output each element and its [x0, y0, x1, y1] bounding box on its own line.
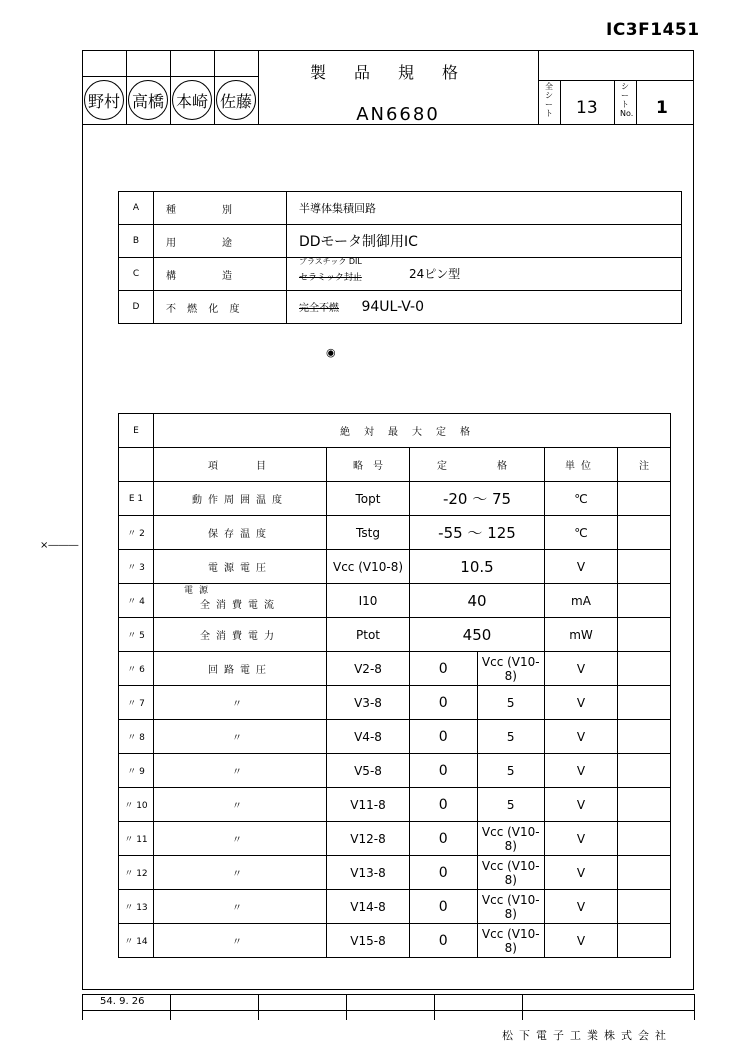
row-note: [618, 482, 671, 516]
row-value: DDモータ制御用IC: [287, 225, 682, 258]
table-row: [119, 890, 671, 924]
column-header-unit: 単位: [545, 448, 618, 482]
row-item: 〃: [154, 754, 327, 788]
row-rating-min: 0: [410, 856, 478, 890]
table-row: [119, 192, 682, 225]
row-note: [618, 686, 671, 720]
section-header-row: [119, 414, 671, 448]
row-rating-max: Vcc (V10-8): [477, 652, 545, 686]
flammability-value: 94UL-V-0: [361, 299, 425, 315]
row-rating-max: 5: [477, 720, 545, 754]
row-item: 〃: [154, 822, 327, 856]
row-value: [287, 258, 682, 291]
row-rating-min: 0: [410, 788, 478, 822]
row-note: [618, 652, 671, 686]
column-header-note: 注: [618, 448, 671, 482]
table-row: [119, 584, 671, 618]
row-rating-max: Vcc (V10-8): [477, 822, 545, 856]
issue-date: 54. 9. 26: [100, 996, 145, 1007]
row-item: 動作周囲温度: [154, 482, 327, 516]
side-margin-mark: ×―――: [40, 540, 79, 551]
row-item: 〃: [154, 856, 327, 890]
row-item: 保存温度: [154, 516, 327, 550]
general-spec-table: [118, 191, 682, 324]
table-row: [119, 618, 671, 652]
row-rating-max: 5: [477, 788, 545, 822]
row-label: 種 別: [154, 192, 287, 225]
row-unit: ℃: [545, 482, 618, 516]
row-label: 不 燃 化 度: [154, 291, 287, 324]
table-row: [119, 652, 671, 686]
row-rating-min: 0: [410, 890, 478, 924]
column-header-symbol: 略 号: [327, 448, 410, 482]
row-number: 〃 4: [119, 584, 154, 618]
row-letter: B: [119, 225, 154, 258]
document-title: 製品規格: [309, 63, 486, 82]
section-title: 絶対最大定格: [154, 414, 671, 448]
column-header-item: 項 目: [154, 448, 327, 482]
row-unit: V: [545, 822, 618, 856]
table-row: [119, 550, 671, 584]
column-header-rating: 定 格: [410, 448, 545, 482]
row-note: [618, 618, 671, 652]
row-item: 回路電圧: [154, 652, 327, 686]
row-rating-min: 0: [410, 822, 478, 856]
table-row: [119, 258, 682, 291]
section-letter: E: [119, 414, 154, 448]
row-symbol: Vcc (V10-8): [327, 550, 410, 584]
row-symbol: V4-8: [327, 720, 410, 754]
row-rating-min: 0: [410, 652, 478, 686]
sheet-no-label: シートNo.: [620, 82, 634, 118]
row-rating: 10.5: [410, 550, 545, 584]
row-note: [618, 788, 671, 822]
row-note: [618, 516, 671, 550]
row-unit: V: [545, 754, 618, 788]
structure-value: 24ピン型: [409, 267, 461, 281]
row-item: 〃: [154, 686, 327, 720]
row-rating: -20 ～ 75: [410, 482, 545, 516]
row-symbol: Topt: [327, 482, 410, 516]
row-rating-min: 0: [410, 754, 478, 788]
row-item: 〃: [154, 890, 327, 924]
row-symbol: I10: [327, 584, 410, 618]
row-rating: 40: [410, 584, 545, 618]
approval-stamp: 野村: [84, 80, 124, 120]
row-value: [287, 291, 682, 324]
total-sheets-label: 全シート: [545, 82, 553, 118]
row-number: 〃 2: [119, 516, 154, 550]
table-row: [119, 754, 671, 788]
table-row: [119, 788, 671, 822]
row-note: [618, 720, 671, 754]
row-unit: V: [545, 686, 618, 720]
row-unit: V: [545, 856, 618, 890]
row-item: 〃: [154, 720, 327, 754]
approval-stamp: 本崎: [172, 80, 212, 120]
document-number: IC3F1451: [606, 20, 700, 40]
row-rating-min: 0: [410, 686, 478, 720]
row-number: 〃 14: [119, 924, 154, 958]
table-row: [119, 822, 671, 856]
row-rating-min: 0: [410, 720, 478, 754]
row-number: E 1: [119, 482, 154, 516]
row-number: 〃 8: [119, 720, 154, 754]
table-row: [119, 225, 682, 258]
inserted-text: プラスチック DIL: [299, 257, 362, 266]
row-symbol: V5-8: [327, 754, 410, 788]
struck-text: セラミック封止: [299, 273, 362, 283]
row-unit: V: [545, 652, 618, 686]
table-row: [119, 686, 671, 720]
table-row: [119, 482, 671, 516]
row-item: 電源電圧: [154, 550, 327, 584]
row-rating-min: 0: [410, 924, 478, 958]
row-number: 〃 5: [119, 618, 154, 652]
row-note: [618, 890, 671, 924]
row-item: 〃: [154, 788, 327, 822]
row-value: 半導体集積回路: [287, 192, 682, 225]
row-symbol: V15-8: [327, 924, 410, 958]
approval-stamp: 高橋: [128, 80, 168, 120]
table-row: [119, 924, 671, 958]
row-rating: -55 ～ 125: [410, 516, 545, 550]
row-item: [154, 584, 327, 618]
row-symbol: V14-8: [327, 890, 410, 924]
row-letter: D: [119, 291, 154, 324]
row-unit: V: [545, 924, 618, 958]
model-number: AN6680: [356, 104, 440, 125]
row-symbol: V11-8: [327, 788, 410, 822]
row-note: [618, 856, 671, 890]
row-letter: A: [119, 192, 154, 225]
row-unit: V: [545, 550, 618, 584]
row-unit: V: [545, 788, 618, 822]
row-number: 〃 3: [119, 550, 154, 584]
row-unit: mW: [545, 618, 618, 652]
struck-text: 完全不燃: [299, 303, 339, 314]
row-number: 〃 10: [119, 788, 154, 822]
row-number: 〃 6: [119, 652, 154, 686]
approval-stamp: 佐藤: [216, 80, 256, 120]
row-label: 用 途: [154, 225, 287, 258]
row-symbol: V2-8: [327, 652, 410, 686]
column-header-row: [119, 448, 671, 482]
table-row: [119, 291, 682, 324]
row-label: 構 造: [154, 258, 287, 291]
table-row: [119, 720, 671, 754]
row-symbol: V13-8: [327, 856, 410, 890]
row-note: [618, 550, 671, 584]
row-rating-max: Vcc (V10-8): [477, 924, 545, 958]
row-number: 〃 11: [119, 822, 154, 856]
row-rating-max: 5: [477, 754, 545, 788]
row-unit: ℃: [545, 516, 618, 550]
row-note: [618, 584, 671, 618]
row-symbol: V3-8: [327, 686, 410, 720]
item-text: 全消費電流: [200, 600, 280, 611]
row-item: 〃: [154, 924, 327, 958]
row-rating-max: Vcc (V10-8): [477, 890, 545, 924]
row-unit: V: [545, 890, 618, 924]
total-sheets-value: 13: [576, 98, 598, 118]
row-rating: 450: [410, 618, 545, 652]
sheet-no-value: 1: [656, 98, 668, 118]
table-row: [119, 516, 671, 550]
inserted-text: 電源: [184, 586, 215, 596]
row-letter: C: [119, 258, 154, 291]
row-number: 〃 9: [119, 754, 154, 788]
row-note: [618, 754, 671, 788]
company-name: 松下電子工業株式会社: [502, 1029, 672, 1042]
row-note: [618, 924, 671, 958]
row-item: 全消費電力: [154, 618, 327, 652]
row-number: 〃 13: [119, 890, 154, 924]
row-symbol: Ptot: [327, 618, 410, 652]
table-row: [119, 856, 671, 890]
row-note: [618, 822, 671, 856]
row-number: 〃 7: [119, 686, 154, 720]
row-rating-max: Vcc (V10-8): [477, 856, 545, 890]
row-symbol: Tstg: [327, 516, 410, 550]
row-symbol: V12-8: [327, 822, 410, 856]
row-unit: mA: [545, 584, 618, 618]
inspection-mark-icon: ◉: [326, 346, 336, 359]
row-unit: V: [545, 720, 618, 754]
row-number: 〃 12: [119, 856, 154, 890]
row-rating-max: 5: [477, 686, 545, 720]
absolute-max-ratings-table: [118, 413, 671, 958]
